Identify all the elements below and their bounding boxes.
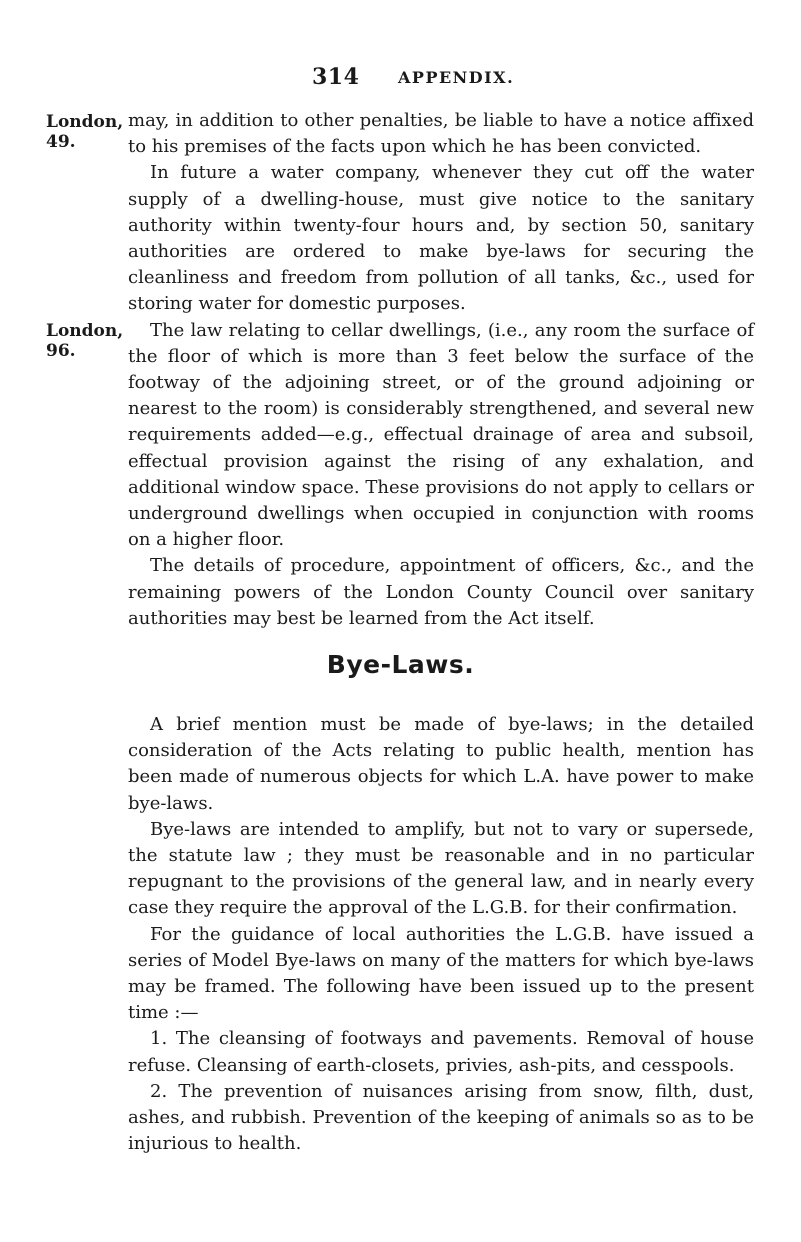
body-text-section-1	[128, 108, 754, 632]
paragraph: Bye-laws are intended to amplify, but not to vary or supersede, the statute law ; they must be reasonable and in no particular repugnant to the provisions of the general law, and in nearly every case they require the approval of the L.G.B. for their confirmation.	[128, 818, 754, 919]
margin-note-section: 49.	[46, 132, 76, 152]
margin-note-section: 96.	[46, 341, 76, 361]
paragraph: In future a water company, whenever they cut off the water supply of a dwelling-house, must give notice to the sanitary authority within twenty-four hours and, by section 50, sanitary authorities are ordered to make bye-laws for securing the cleanliness and freedom from pollution of all tanks, &c., used for storing water for domestic purposes.	[128, 162, 754, 315]
margin-note-london-49	[46, 112, 123, 152]
margin-note-place: London,	[46, 112, 124, 132]
list-item: 2. The prevention of nuisances arising from snow, filth, dust, ashes, and rubbish. Prevention of the keeping of animals so as to be injurious to health.	[128, 1080, 754, 1155]
page-header	[0, 64, 801, 94]
list-item: 1. The cleansing of footways and pavements. Removal of house refuse. Cleansing of earth-closets, privies, ash-pits, and cesspools.	[128, 1028, 754, 1076]
margin-note-london-96	[46, 321, 123, 361]
page-number: 314	[312, 64, 360, 90]
body-text-section-2	[128, 712, 754, 1157]
paragraph: The law relating to cellar dwellings, (i.e., any room the surface of the floor of which is more than 3 feet below the surface of the footway of the adjoining street, or of the ground adjoining or nearest to the room) is considerably strengthened, and several new requirements added—e.g., effectual drainage of area and subsoil, effectual provision against the rising of any exhalation, and additional window space. These provisions do not apply to cellars or underground dwellings when occupied in conjunction with rooms on a higher floor.	[128, 319, 754, 551]
paragraph: The details of procedure, appointment of officers, &c., and the remaining powers of the London County Council over sanitary authorities may best be learned from the Act itself.	[128, 555, 754, 629]
paragraph: may, in addition to other penalties, be liable to have a notice affixed to his premises of the facts upon which he has been convicted.	[128, 110, 754, 158]
paragraph: A brief mention must be made of bye-laws; in the detailed consideration of the Acts relating to public health, mention has been made of numerous objects for which L.A. have power to make bye-laws.	[128, 714, 754, 814]
margin-note-place: London,	[46, 321, 124, 341]
paragraph: For the guidance of local authorities the L.G.B. have issued a series of Model Bye-laws on many of the matters for which bye-laws may be framed. The following have been issued up to the present time :—	[128, 923, 754, 1024]
section-heading: Bye-Laws.	[326, 650, 475, 679]
running-head: APPENDIX.	[398, 68, 515, 87]
